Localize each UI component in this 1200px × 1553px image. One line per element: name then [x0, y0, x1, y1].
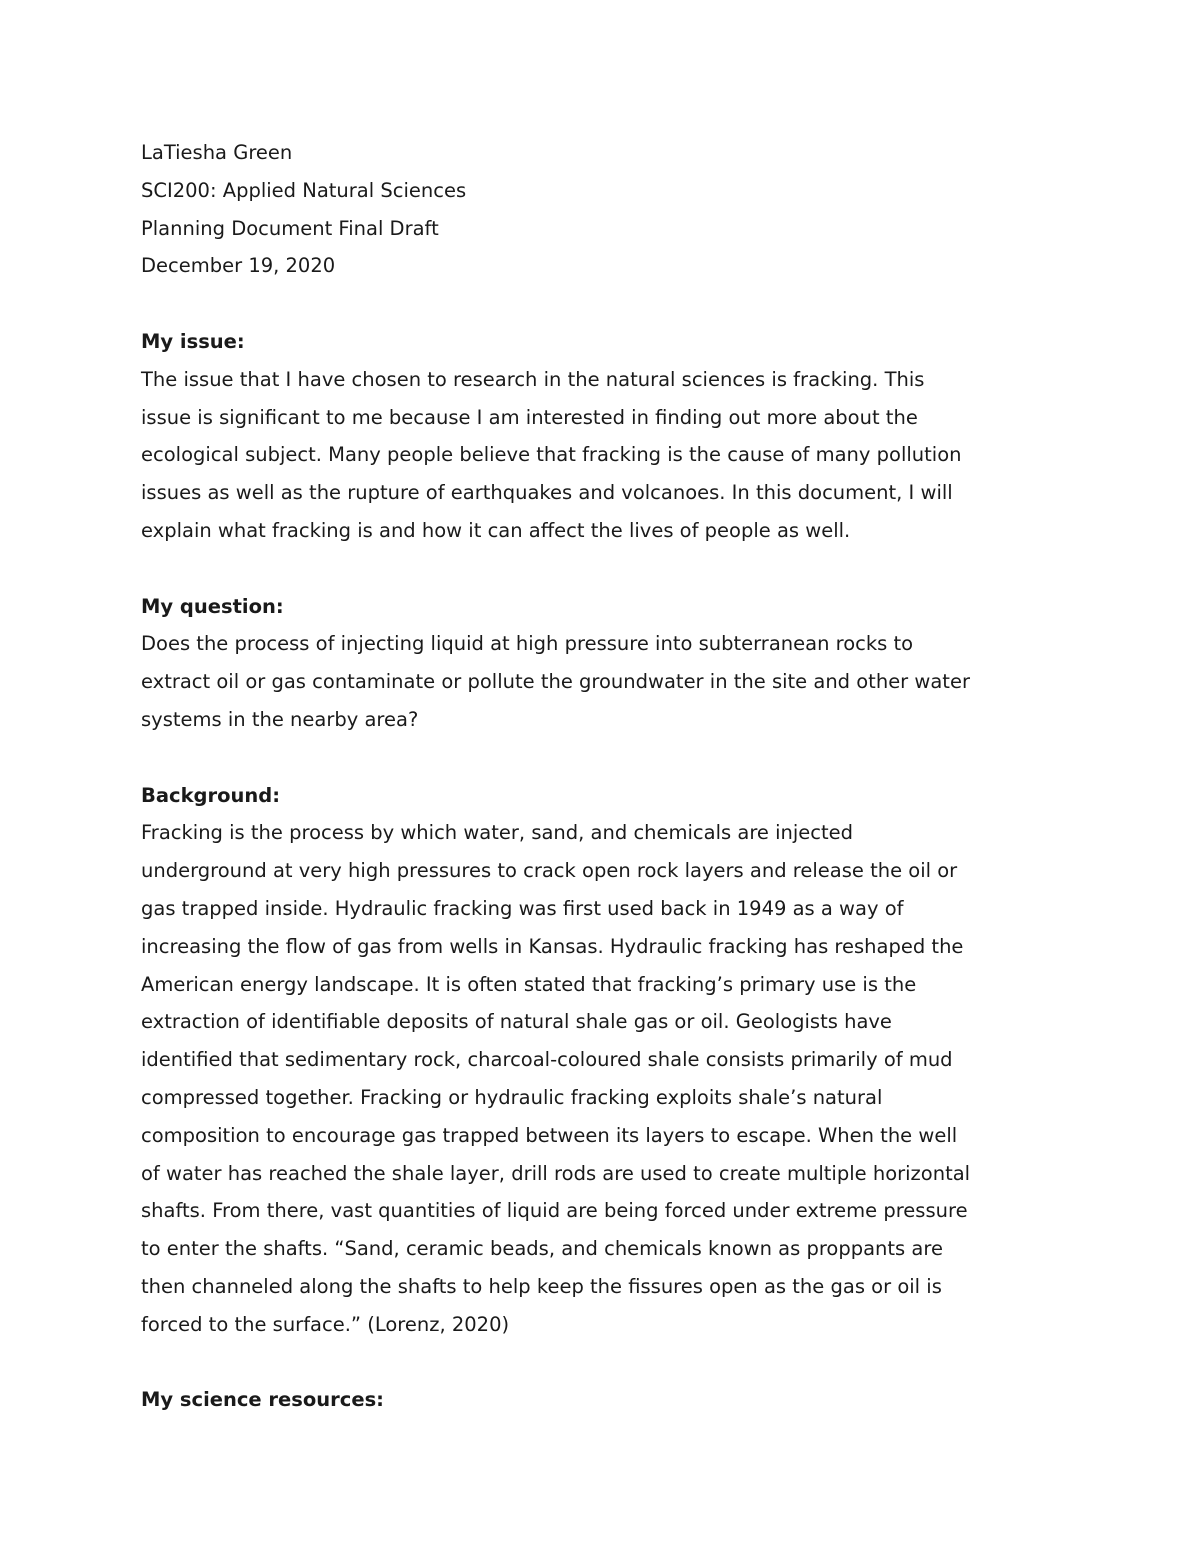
paragraph-line: ecological subject. Many people believe that fracking is the cause of many pollution — [141, 443, 962, 467]
section-science-resources — [141, 1381, 1071, 1419]
document-page — [141, 134, 1071, 1419]
section-background — [141, 777, 1071, 1344]
paragraph-line: American energy landscape. It is often stated that fracking’s primary use is the — [141, 972, 917, 996]
paragraph-line: extract oil or gas contaminate or pollute the groundwater in the site and other water — [141, 670, 970, 694]
paragraph-line: systems in the nearby area? — [141, 707, 419, 731]
course-title: SCI200: Applied Natural Sciences — [141, 178, 467, 202]
spacer — [141, 1344, 1071, 1382]
paragraph-line: Fracking is the process by which water, sand, and chemicals are injected — [141, 821, 854, 845]
section-my-issue — [141, 323, 1071, 550]
paragraph-line: shafts. From there, vast quantities of liquid are being forced under extreme pressure — [141, 1199, 968, 1223]
paragraph-line: compressed together. Fracking or hydraulic fracking exploits shale’s natural — [141, 1085, 883, 1109]
paragraph-line: The issue that I have chosen to research in the natural sciences is fracking. This — [141, 367, 925, 391]
paragraph-line: to enter the shafts. “Sand, ceramic beads, and chemicals known as proppants are — [141, 1237, 943, 1261]
paragraph-line: underground at very high pressures to crack open rock layers and release the oil or — [141, 859, 958, 883]
spacer — [141, 739, 1071, 777]
spacer — [141, 550, 1071, 588]
document-date: December 19, 2020 — [141, 254, 336, 278]
spacer — [141, 285, 1071, 323]
document-title: Planning Document Final Draft — [141, 216, 439, 240]
author-name: LaTiesha Green — [141, 141, 293, 164]
paragraph-line: Does the process of injecting liquid at high pressure into subterranean rocks to — [141, 632, 914, 656]
section-heading-resources: My science resources: — [141, 1388, 384, 1412]
paragraph-line: composition to encourage gas trapped between its layers to escape. When the well — [141, 1123, 958, 1147]
paragraph-line: of water has reached the shale layer, drill rods are used to create multiple horizontal — [141, 1161, 971, 1185]
paragraph-line: issues as well as the rupture of earthquakes and volcanoes. In this document, I will — [141, 481, 953, 505]
paragraph-line: explain what fracking is and how it can affect the lives of people as well. — [141, 518, 851, 542]
paragraph-line: extraction of identifiable deposits of natural shale gas or oil. Geologists have — [141, 1010, 892, 1034]
paragraph-line: then channeled along the shafts to help keep the fissures open as the gas or oil is — [141, 1274, 942, 1298]
section-my-question — [141, 588, 1071, 739]
paragraph-line: increasing the flow of gas from wells in Kansas. Hydraulic fracking has reshaped the — [141, 934, 964, 958]
paragraph-line: issue is significant to me because I am interested in finding out more about the — [141, 405, 918, 429]
paragraph-line: identified that sedimentary rock, charcoal-coloured shale consists primarily of mud — [141, 1048, 953, 1072]
section-heading-issue: My issue: — [141, 329, 245, 353]
section-heading-question: My question: — [141, 594, 284, 618]
section-heading-background: Background: — [141, 783, 281, 807]
paragraph-line: forced to the surface.” (Lorenz, 2020) — [141, 1312, 510, 1336]
paragraph-line: gas trapped inside. Hydraulic fracking was first used back in 1949 as a way of — [141, 896, 904, 920]
